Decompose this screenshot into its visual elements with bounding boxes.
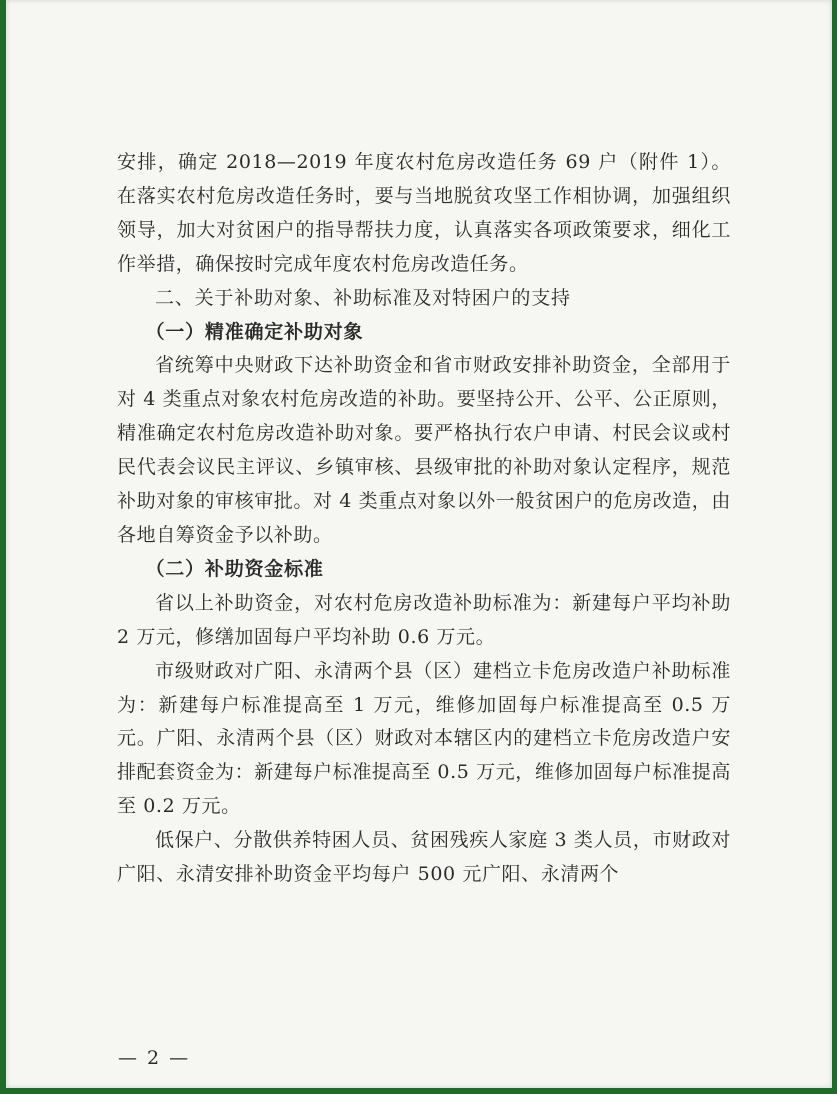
subsection-heading-1: （一）精准确定补助对象 [145, 320, 364, 343]
paragraph-continued: 安排，确定 2018—2019 年度农村危房改造任务 69 户（附件 1）。在落实农村危房改造任务时，要与当地脱贫攻坚工作相协调，加强组织领导，加大对贫困户的指导帮扶力度，认真落实各项政策要求，细化工作举措，确保按时完成年度农村危房改造任务。 [117, 151, 731, 275]
paragraph: 省以上补助资金，对农村危房改造补助标准为：新建每户平均补助 2 万元，修缮加固每户平均补助 0.6 万元。 [117, 591, 731, 648]
page-number: — 2 — [118, 1047, 191, 1069]
document-page [6, 0, 832, 1088]
section-heading: 二、关于补助对象、补助标准及对特困户的支持 [155, 286, 571, 309]
document-body [117, 146, 731, 892]
paragraph: 低保户、分散供养特困人员、贫困残疾人家庭 3 类人员，市财政对广阳、永清安排补助资金平均每户 500 元广阳、永清两个 [117, 829, 731, 886]
subsection-heading-2: （二）补助资金标准 [145, 557, 324, 580]
paragraph: 市级财政对广阳、永清两个县（区）建档立卡危房改造户补助标准为：新建每户标准提高至 1 万元，维修加固每户标准提高至 0.5 万元。广阳、永清两个县（区）财政对本辖区内的建档立卡危房改造户安排配套资金为：新建每户标准提高至 0.5 万元，维修加固每户标准提高至 0.2 万元。 [117, 659, 731, 818]
paragraph: 省统筹中央财政下达补助资金和省市财政安排补助资金，全部用于对 4 类重点对象农村危房改造的补助。要坚持公开、公平、公正原则，精准确定农村危房改造补助对象。要严格执行农户申请、村民会议或村民代表会议民主评议、乡镇审核、县级审批的补助对象认定程序，规范补助对象的审核审批。对 4 类重点对象以外一般贫困户的危房改造，由各地自筹资金予以补助。 [117, 354, 731, 546]
